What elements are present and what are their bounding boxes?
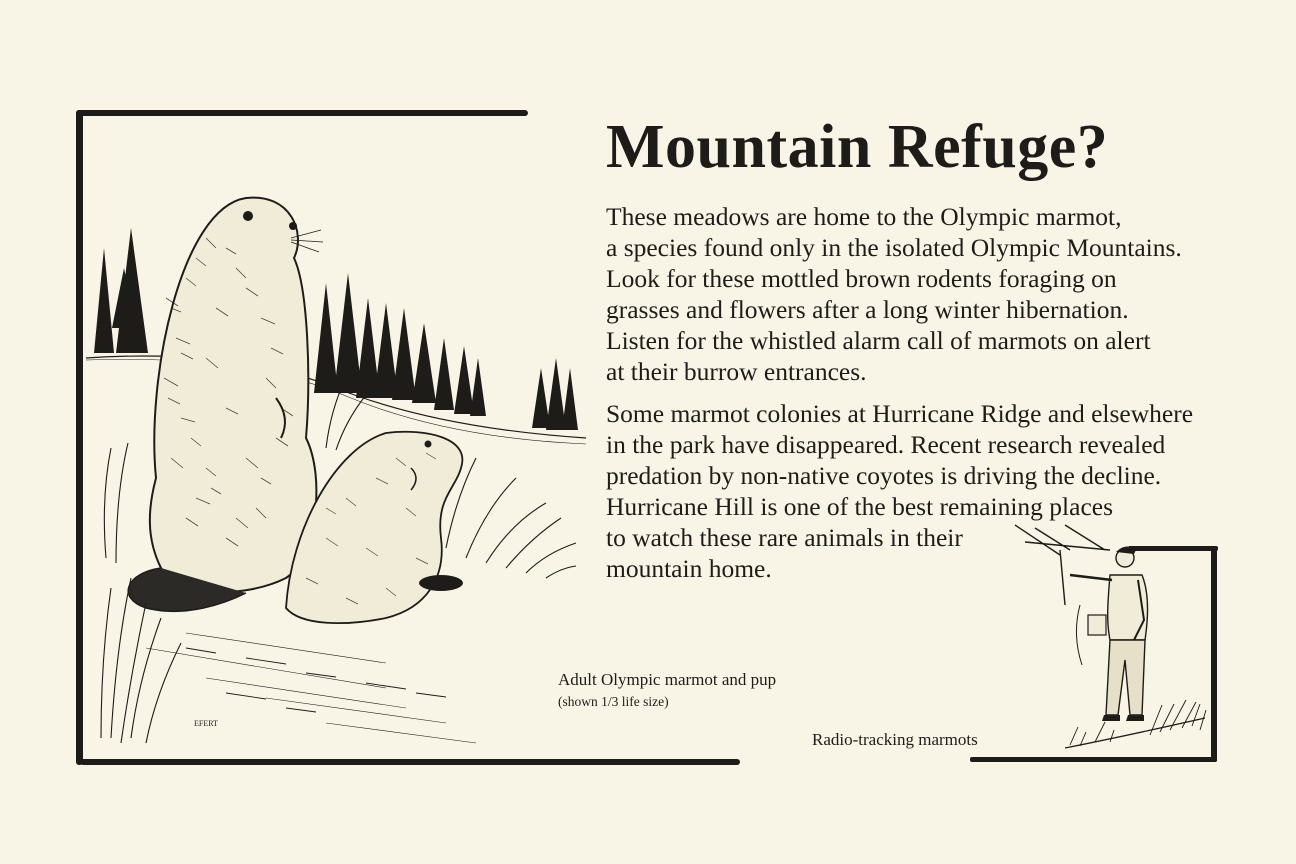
paragraph-line: Hurricane Hill is one of the best remaining places bbox=[606, 492, 1113, 521]
conifer-trees-left bbox=[94, 228, 148, 353]
paragraph-line: mountain home. bbox=[606, 554, 772, 583]
paragraph-line: in the park have disappeared. Recent research revealed bbox=[606, 430, 1166, 459]
paragraph-line: to watch these rare animals in their bbox=[606, 523, 963, 552]
adult-marmot bbox=[128, 198, 323, 612]
illustration-frame-bottom bbox=[80, 759, 740, 765]
conifer-trees-right bbox=[532, 358, 578, 430]
conifer-trees-middle bbox=[314, 273, 486, 416]
paragraph-line: These meadows are home to the Olympic marmot, bbox=[606, 202, 1122, 231]
paragraph-line: predation by non-native coyotes is driving the decline. bbox=[606, 461, 1162, 490]
illustration-frame-left bbox=[76, 110, 83, 765]
marmot-illustration bbox=[86, 178, 586, 758]
paragraph-line: Look for these mottled brown rodents foraging on bbox=[606, 264, 1117, 293]
artist-signature: EFERT bbox=[194, 719, 218, 728]
body-paragraph-1 bbox=[606, 201, 1226, 387]
paragraph-line: at their burrow entrances. bbox=[606, 357, 867, 386]
radio-tracker-illustration bbox=[1010, 520, 1210, 758]
sign-title: Mountain Refuge? bbox=[606, 113, 1109, 181]
marmot-caption: Adult Olympic marmot and pup bbox=[558, 670, 777, 689]
burrow-entrance bbox=[419, 575, 463, 591]
paragraph-line: Listen for the whistled alarm call of marmots on alert bbox=[606, 326, 1151, 355]
paragraph-line: Some marmot colonies at Hurricane Ridge and elsewhere bbox=[606, 399, 1194, 428]
tracking-caption: Radio-tracking marmots bbox=[812, 730, 978, 749]
researcher-figure bbox=[1070, 546, 1148, 721]
paragraph-line: grasses and flowers after a long winter hibernation. bbox=[606, 295, 1129, 324]
marmot-scale-note: (shown 1/3 life size) bbox=[558, 694, 669, 709]
tracker-frame-right bbox=[1211, 546, 1217, 762]
paragraph-line: a species found only in the isolated Olympic Mountains. bbox=[606, 233, 1182, 262]
illustration-frame-top bbox=[76, 110, 528, 116]
